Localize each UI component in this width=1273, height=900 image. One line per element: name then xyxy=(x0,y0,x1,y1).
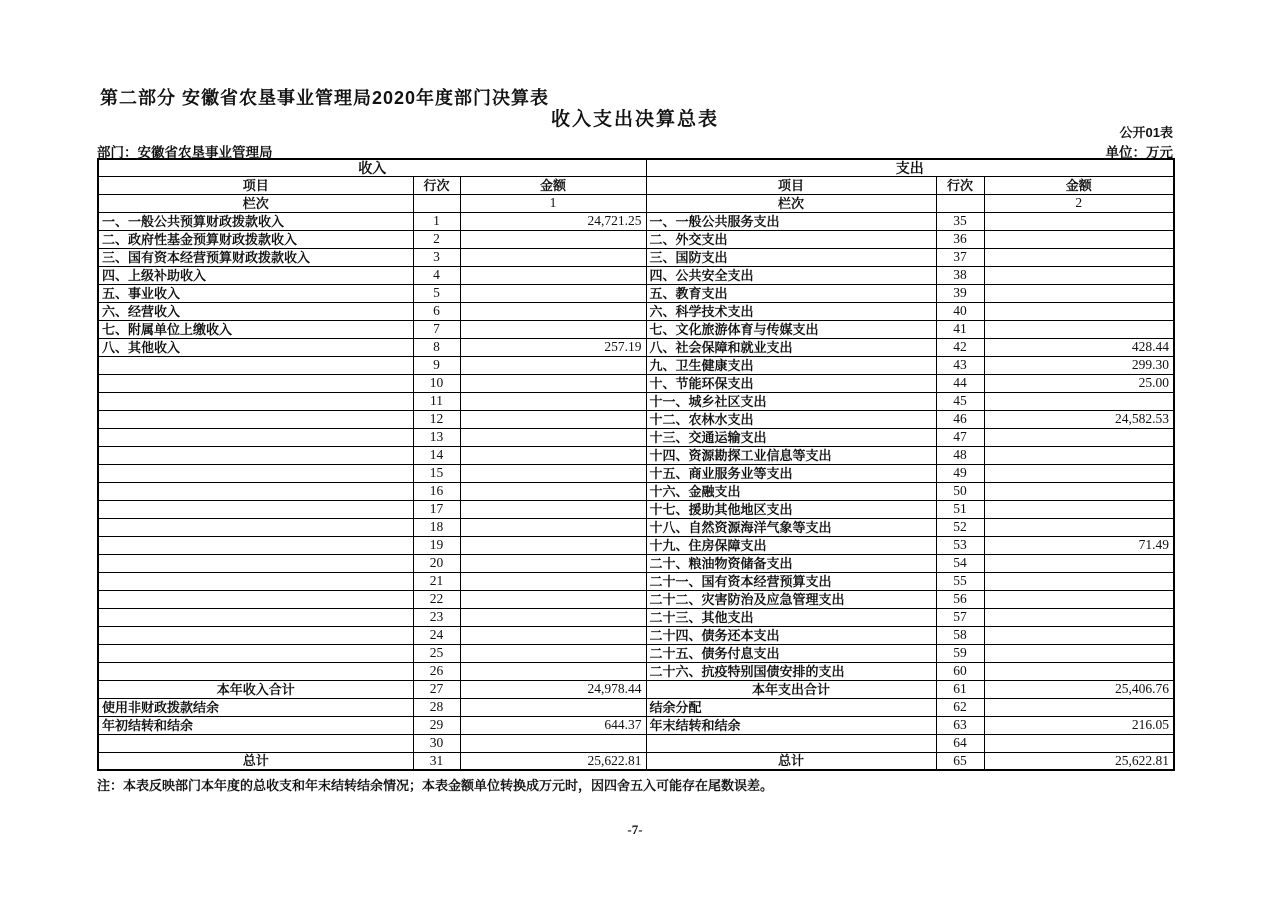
expense-amt-cell xyxy=(984,320,1174,338)
income-no-cell: 25 xyxy=(413,644,460,662)
income-item-cell xyxy=(98,554,413,572)
table-row xyxy=(98,230,1174,248)
expense-no-cell: 54 xyxy=(936,554,984,572)
expense-no-cell: 60 xyxy=(936,662,984,680)
income-no-cell: 15 xyxy=(413,464,460,482)
table-row xyxy=(98,518,1174,536)
income-item-cell: 使用非财政拨款结余 xyxy=(98,698,413,716)
table-row xyxy=(98,392,1174,410)
income-item-cell xyxy=(98,482,413,500)
table-row xyxy=(98,446,1174,464)
income-item-cell xyxy=(98,626,413,644)
income-no-cell: 8 xyxy=(413,338,460,356)
income-no-cell: 13 xyxy=(413,428,460,446)
income-no-cell: 14 xyxy=(413,446,460,464)
table-row xyxy=(98,536,1174,554)
expense-no-cell: 62 xyxy=(936,698,984,716)
expense-no-cell: 36 xyxy=(936,230,984,248)
income-amt-cell xyxy=(460,302,646,320)
expense-no-cell: 53 xyxy=(936,536,984,554)
expense-item-cell: 十二、农林水支出 xyxy=(646,410,936,428)
income-no-cell: 27 xyxy=(413,680,460,698)
expense-item-cell: 十一、城乡社区支出 xyxy=(646,392,936,410)
expense-item-cell: 四、公共安全支出 xyxy=(646,266,936,284)
page-number: -7- xyxy=(627,822,643,837)
table-row xyxy=(98,284,1174,302)
expense-amt-cell: 428.44 xyxy=(984,338,1174,356)
expense-item-cell: 七、文化旅游体育与传媒支出 xyxy=(646,320,936,338)
income-item-cell: 年初结转和结余 xyxy=(98,716,413,734)
expense-section-header: 支出 xyxy=(646,159,1174,176)
table-row xyxy=(98,338,1174,356)
income-amt-cell xyxy=(460,482,646,500)
table-row xyxy=(98,734,1174,752)
column-index-row xyxy=(98,194,1174,212)
expense-amt-cell xyxy=(984,230,1174,248)
expense-item-cell: 十四、资源勘探工业信息等支出 xyxy=(646,446,936,464)
expense-amt-cell: 24,582.53 xyxy=(984,410,1174,428)
income-amt-cell xyxy=(460,374,646,392)
expense-amt-cell xyxy=(984,248,1174,266)
expense-amt-cell: 299.30 xyxy=(984,356,1174,374)
table-row xyxy=(98,554,1174,572)
income-no-cell: 22 xyxy=(413,590,460,608)
expense-no-cell: 57 xyxy=(936,608,984,626)
income-no-cell: 21 xyxy=(413,572,460,590)
income-no-cell: 28 xyxy=(413,698,460,716)
income-amt-cell: 257.19 xyxy=(460,338,646,356)
income-no-cell: 26 xyxy=(413,662,460,680)
income-amt-cell xyxy=(460,428,646,446)
expense-no-cell: 41 xyxy=(936,320,984,338)
expense-no-cell: 64 xyxy=(936,734,984,752)
expense-item-cell: 二十、粮油物资储备支出 xyxy=(646,554,936,572)
income-no-cell: 29 xyxy=(413,716,460,734)
income-item-cell xyxy=(98,374,413,392)
income-item-cell xyxy=(98,464,413,482)
income-no-cell: 17 xyxy=(413,500,460,518)
section-header-row xyxy=(98,159,1174,176)
column-header-row xyxy=(98,176,1174,194)
income-amt-cell xyxy=(460,590,646,608)
table-row xyxy=(98,716,1174,734)
income-amt-cell xyxy=(460,392,646,410)
expense-amt-cell: 71.49 xyxy=(984,536,1174,554)
income-amt-cell xyxy=(460,248,646,266)
income-item-cell: 八、其他收入 xyxy=(98,338,413,356)
expense-amt-cell xyxy=(984,500,1174,518)
table-row xyxy=(98,644,1174,662)
income-column-index-label: 栏次 xyxy=(98,194,413,212)
expense-item-cell: 本年支出合计 xyxy=(646,680,936,698)
income-amt-cell xyxy=(460,662,646,680)
expense-no-cell: 48 xyxy=(936,446,984,464)
expense-no-cell: 45 xyxy=(936,392,984,410)
department-label: 部门：安徽省农垦事业管理局 xyxy=(97,145,273,160)
income-amt-cell xyxy=(460,500,646,518)
expense-no-cell: 42 xyxy=(936,338,984,356)
income-item-cell xyxy=(98,644,413,662)
expense-no-cell: 65 xyxy=(936,752,984,770)
expense-item-cell: 十八、自然资源海洋气象等支出 xyxy=(646,518,936,536)
income-amt-cell: 25,622.81 xyxy=(460,752,646,770)
expense-item-cell: 五、教育支出 xyxy=(646,284,936,302)
income-amt-cell: 24,978.44 xyxy=(460,680,646,698)
table-row xyxy=(98,464,1174,482)
expense-no-cell: 59 xyxy=(936,644,984,662)
expense-no-cell: 61 xyxy=(936,680,984,698)
income-item-cell: 一、一般公共预算财政拨款收入 xyxy=(98,212,413,230)
table-row xyxy=(98,590,1174,608)
expense-item-cell: 十、节能环保支出 xyxy=(646,374,936,392)
expense-amt-cell xyxy=(984,392,1174,410)
expense-item-cell: 二十五、债务付息支出 xyxy=(646,644,936,662)
expense-item-cell: 十七、援助其他地区支出 xyxy=(646,500,936,518)
section-title: 第二部分 安徽省农垦事业管理局2020年度部门决算表 xyxy=(100,88,550,108)
income-no-cell: 6 xyxy=(413,302,460,320)
expense-no-cell: 40 xyxy=(936,302,984,320)
expense-item-cell: 总计 xyxy=(646,752,936,770)
income-amt-cell xyxy=(460,464,646,482)
expense-item-cell: 二十三、其他支出 xyxy=(646,608,936,626)
income-item-cell xyxy=(98,590,413,608)
income-amt-cell xyxy=(460,266,646,284)
table-row xyxy=(98,320,1174,338)
summary-table xyxy=(97,158,1175,771)
income-rowno-header: 行次 xyxy=(413,176,460,194)
expense-amt-cell xyxy=(984,554,1174,572)
income-column-index-blank xyxy=(413,194,460,212)
table-row xyxy=(98,356,1174,374)
income-amt-cell xyxy=(460,536,646,554)
income-item-cell: 六、经营收入 xyxy=(98,302,413,320)
expense-amt-cell xyxy=(984,518,1174,536)
table-row xyxy=(98,428,1174,446)
table-row xyxy=(98,698,1174,716)
income-item-cell xyxy=(98,536,413,554)
income-item-cell: 五、事业收入 xyxy=(98,284,413,302)
table-note: 注：本表反映部门本年度的总收支和年末结转结余情况；本表金额单位转换成万元时，因四舍五入可能存在尾数误差。 xyxy=(97,778,774,793)
table-row xyxy=(98,212,1174,230)
expense-amt-cell: 25.00 xyxy=(984,374,1174,392)
income-item-cell: 七、附属单位上缴收入 xyxy=(98,320,413,338)
expense-amt-cell xyxy=(984,590,1174,608)
expense-item-cell: 一、一般公共服务支出 xyxy=(646,212,936,230)
income-item-cell xyxy=(98,608,413,626)
income-no-cell: 2 xyxy=(413,230,460,248)
income-no-cell: 16 xyxy=(413,482,460,500)
table-row xyxy=(98,410,1174,428)
income-amt-cell xyxy=(460,644,646,662)
expense-no-cell: 46 xyxy=(936,410,984,428)
income-item-cell: 四、上级补助收入 xyxy=(98,266,413,284)
expense-amt-cell xyxy=(984,266,1174,284)
table-code: 公开01表 xyxy=(1119,125,1173,140)
expense-amt-cell xyxy=(984,446,1174,464)
income-item-cell xyxy=(98,392,413,410)
income-amt-cell: 24,721.25 xyxy=(460,212,646,230)
expense-item-cell: 二十六、抗疫特别国债安排的支出 xyxy=(646,662,936,680)
expense-amt-cell xyxy=(984,572,1174,590)
income-amt-cell xyxy=(460,518,646,536)
income-amt-cell xyxy=(460,446,646,464)
income-no-cell: 24 xyxy=(413,626,460,644)
expense-item-cell: 十五、商业服务业等支出 xyxy=(646,464,936,482)
table-row xyxy=(98,626,1174,644)
income-no-cell: 4 xyxy=(413,266,460,284)
income-section-header: 收入 xyxy=(98,159,646,176)
expense-amt-cell xyxy=(984,428,1174,446)
table-row xyxy=(98,500,1174,518)
income-item-cell xyxy=(98,500,413,518)
expense-item-header: 项目 xyxy=(646,176,936,194)
table-row xyxy=(98,266,1174,284)
income-no-cell: 20 xyxy=(413,554,460,572)
expense-item-cell: 二十一、国有资本经营预算支出 xyxy=(646,572,936,590)
income-no-cell: 11 xyxy=(413,392,460,410)
income-no-cell: 23 xyxy=(413,608,460,626)
expense-no-cell: 38 xyxy=(936,266,984,284)
income-item-cell xyxy=(98,446,413,464)
income-item-cell: 总计 xyxy=(98,752,413,770)
expense-amt-cell xyxy=(984,644,1174,662)
expense-no-cell: 47 xyxy=(936,428,984,446)
income-item-cell xyxy=(98,356,413,374)
income-item-cell xyxy=(98,734,413,752)
expense-amt-cell: 25,406.76 xyxy=(984,680,1174,698)
expense-no-cell: 56 xyxy=(936,590,984,608)
expense-no-cell: 39 xyxy=(936,284,984,302)
table-body xyxy=(98,212,1174,770)
table-row xyxy=(98,248,1174,266)
income-item-cell: 本年收入合计 xyxy=(98,680,413,698)
expense-amt-cell xyxy=(984,626,1174,644)
income-amt-cell xyxy=(460,734,646,752)
income-amt-cell xyxy=(460,698,646,716)
expense-column-index-blank xyxy=(936,194,984,212)
income-item-cell xyxy=(98,410,413,428)
expense-no-cell: 63 xyxy=(936,716,984,734)
expense-amt-cell xyxy=(984,302,1174,320)
expense-amt-cell: 216.05 xyxy=(984,716,1174,734)
income-amt-cell xyxy=(460,626,646,644)
income-amt-cell xyxy=(460,554,646,572)
income-item-header: 项目 xyxy=(98,176,413,194)
table-title: 收入支出决算总表 xyxy=(550,109,719,130)
income-no-cell: 12 xyxy=(413,410,460,428)
income-amt-cell xyxy=(460,356,646,374)
table-row xyxy=(98,752,1174,770)
income-no-cell: 18 xyxy=(413,518,460,536)
income-no-cell: 19 xyxy=(413,536,460,554)
income-no-cell: 5 xyxy=(413,284,460,302)
table-row xyxy=(98,572,1174,590)
expense-no-cell: 55 xyxy=(936,572,984,590)
income-item-cell xyxy=(98,518,413,536)
expense-amt-cell xyxy=(984,212,1174,230)
expense-amt-cell xyxy=(984,482,1174,500)
income-amt-cell xyxy=(460,410,646,428)
expense-item-cell: 二十四、债务还本支出 xyxy=(646,626,936,644)
expense-amt-cell xyxy=(984,608,1174,626)
table-row xyxy=(98,302,1174,320)
income-no-cell: 30 xyxy=(413,734,460,752)
income-no-cell: 10 xyxy=(413,374,460,392)
expense-column-index: 2 xyxy=(984,194,1174,212)
income-item-cell: 三、国有资本经营预算财政拨款收入 xyxy=(98,248,413,266)
expense-no-cell: 44 xyxy=(936,374,984,392)
expense-item-cell: 十九、住房保障支出 xyxy=(646,536,936,554)
unit-label: 单位：万元 xyxy=(1105,145,1173,160)
income-amt-cell xyxy=(460,320,646,338)
expense-no-cell: 50 xyxy=(936,482,984,500)
expense-no-cell: 58 xyxy=(936,626,984,644)
income-no-cell: 1 xyxy=(413,212,460,230)
expense-item-cell: 年末结转和结余 xyxy=(646,716,936,734)
table-row xyxy=(98,608,1174,626)
income-item-cell xyxy=(98,572,413,590)
table-row xyxy=(98,680,1174,698)
expense-no-cell: 51 xyxy=(936,500,984,518)
income-amount-header: 金额 xyxy=(460,176,646,194)
expense-amt-cell xyxy=(984,662,1174,680)
expense-item-cell: 二、外交支出 xyxy=(646,230,936,248)
expense-item-cell: 十六、金融支出 xyxy=(646,482,936,500)
income-item-cell xyxy=(98,428,413,446)
income-no-cell: 31 xyxy=(413,752,460,770)
expense-item-cell: 六、科学技术支出 xyxy=(646,302,936,320)
income-amt-cell xyxy=(460,608,646,626)
table-row xyxy=(98,662,1174,680)
expense-item-cell: 九、卫生健康支出 xyxy=(646,356,936,374)
income-no-cell: 3 xyxy=(413,248,460,266)
expense-amt-cell: 25,622.81 xyxy=(984,752,1174,770)
expense-no-cell: 35 xyxy=(936,212,984,230)
table-row xyxy=(98,482,1174,500)
expense-item-cell: 三、国防支出 xyxy=(646,248,936,266)
expense-amount-header: 金额 xyxy=(984,176,1174,194)
table-row xyxy=(98,374,1174,392)
expense-no-cell: 37 xyxy=(936,248,984,266)
expense-item-cell: 二十二、灾害防治及应急管理支出 xyxy=(646,590,936,608)
expense-amt-cell xyxy=(984,734,1174,752)
expense-amt-cell xyxy=(984,464,1174,482)
income-item-cell xyxy=(98,662,413,680)
income-no-cell: 7 xyxy=(413,320,460,338)
expense-amt-cell xyxy=(984,698,1174,716)
income-amt-cell xyxy=(460,572,646,590)
expense-column-index-label: 栏次 xyxy=(646,194,936,212)
expense-no-cell: 52 xyxy=(936,518,984,536)
income-amt-cell xyxy=(460,230,646,248)
income-amt-cell: 644.37 xyxy=(460,716,646,734)
income-amt-cell xyxy=(460,284,646,302)
expense-no-cell: 43 xyxy=(936,356,984,374)
expense-no-cell: 49 xyxy=(936,464,984,482)
income-column-index: 1 xyxy=(460,194,646,212)
expense-item-cell: 十三、交通运输支出 xyxy=(646,428,936,446)
expense-item-cell: 结余分配 xyxy=(646,698,936,716)
income-no-cell: 9 xyxy=(413,356,460,374)
expense-rowno-header: 行次 xyxy=(936,176,984,194)
expense-item-cell xyxy=(646,734,936,752)
expense-amt-cell xyxy=(984,284,1174,302)
expense-item-cell: 八、社会保障和就业支出 xyxy=(646,338,936,356)
income-item-cell: 二、政府性基金预算财政拨款收入 xyxy=(98,230,413,248)
